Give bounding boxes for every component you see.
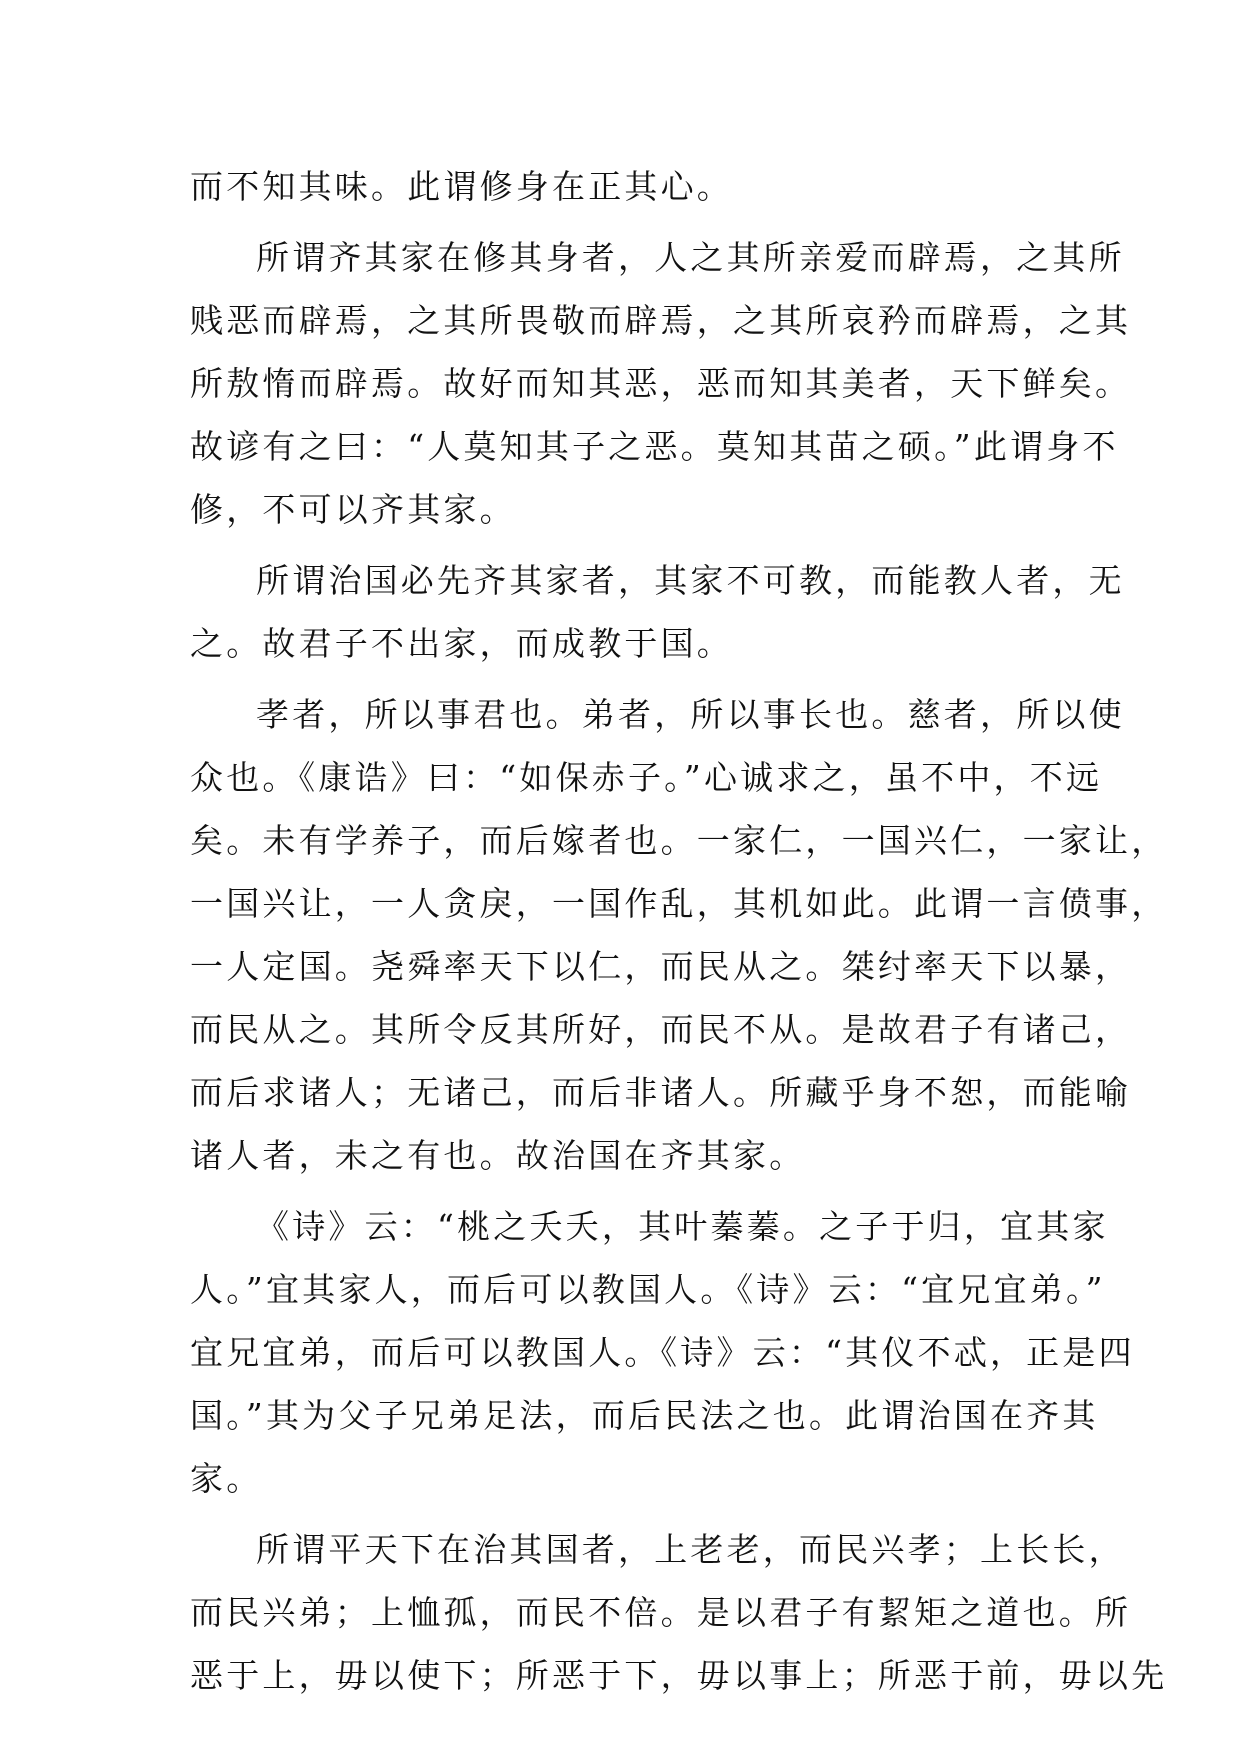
text-line: 所谓齐其家在修其身者，人之其所亲爱而辟焉，之其所 [256,238,1125,277]
text-line: 宜兄宜弟，而后可以教国人。《诗》云：“其仪不忒，正是四 [190,1333,1135,1372]
text-line: 所谓平天下在治其国者，上老老，而民兴孝；上长长， [256,1530,1125,1569]
text-line: 一人定国。尧舜率天下以仁，而民从之。桀纣率天下以暴， [190,947,1132,986]
text-line: 而后求诸人；无诸己，而后非诸人。所藏乎身不恕，而能喻 [190,1073,1132,1112]
paragraph [190,1195,1135,1510]
paragraph [190,226,1132,541]
text-line: 家。 [190,1459,263,1498]
text-line: 一国兴让，一人贪戾，一国作乱，其机如此。此谓一言偾事， [190,884,1168,923]
text-line: 之。故君子不出家，而成教于国。 [190,624,733,663]
text-line: 孝者，所以事君也。弟者，所以事长也。慈者，所以使 [256,695,1125,734]
text-line: 故谚有之曰：“人莫知其子之恶。莫知其苗之硕。”此谓身不 [190,427,1119,466]
paragraph [190,549,1125,675]
text-line: 而民从之。其所令反其所好，而民不从。是故君子有诸己， [190,1010,1132,1049]
text-line: 人。”宜其家人，而后可以教国人。《诗》云：“宜兄宜弟。” [190,1270,1106,1309]
text-line: 贱恶而辟焉，之其所畏敬而辟焉，之其所哀矜而辟焉，之其 [190,301,1132,340]
text-line: 众也。《康诰》曰：“如保赤子。”心诚求之，虽不中，不远 [190,758,1103,797]
text-line: 诸人者，未之有也。故治国在齐其家。 [190,1136,806,1175]
paragraph [190,1518,1168,1707]
text-line: 国。”其为父子兄弟足法，而后民法之也。此谓治国在齐其 [190,1396,1099,1435]
text-line: 而不知其味。此谓修身在正其心。 [190,167,733,206]
text-line: 《诗》云：“桃之夭夭，其叶蓁蓁。之子于归，宜其家 [256,1207,1109,1246]
text-line: 矣。未有学养子，而后嫁者也。一家仁，一国兴仁，一家让， [190,821,1168,860]
text-line: 修，不可以齐其家。 [190,490,516,529]
paragraph [190,683,1168,1187]
text-line: 所谓治国必先齐其家者，其家不可教，而能教人者，无 [256,561,1125,600]
text-line: 而民兴弟；上恤孤，而民不倍。是以君子有絜矩之道也。所 [190,1593,1132,1632]
text-line: 所敖惰而辟焉。故好而知其恶，恶而知其美者，天下鲜矣。 [190,364,1132,403]
document-body [190,155,1168,1707]
paragraph [190,155,1060,218]
text-line: 恶于上，毋以使下；所恶于下，毋以事上；所恶于前，毋以先 [190,1656,1168,1695]
